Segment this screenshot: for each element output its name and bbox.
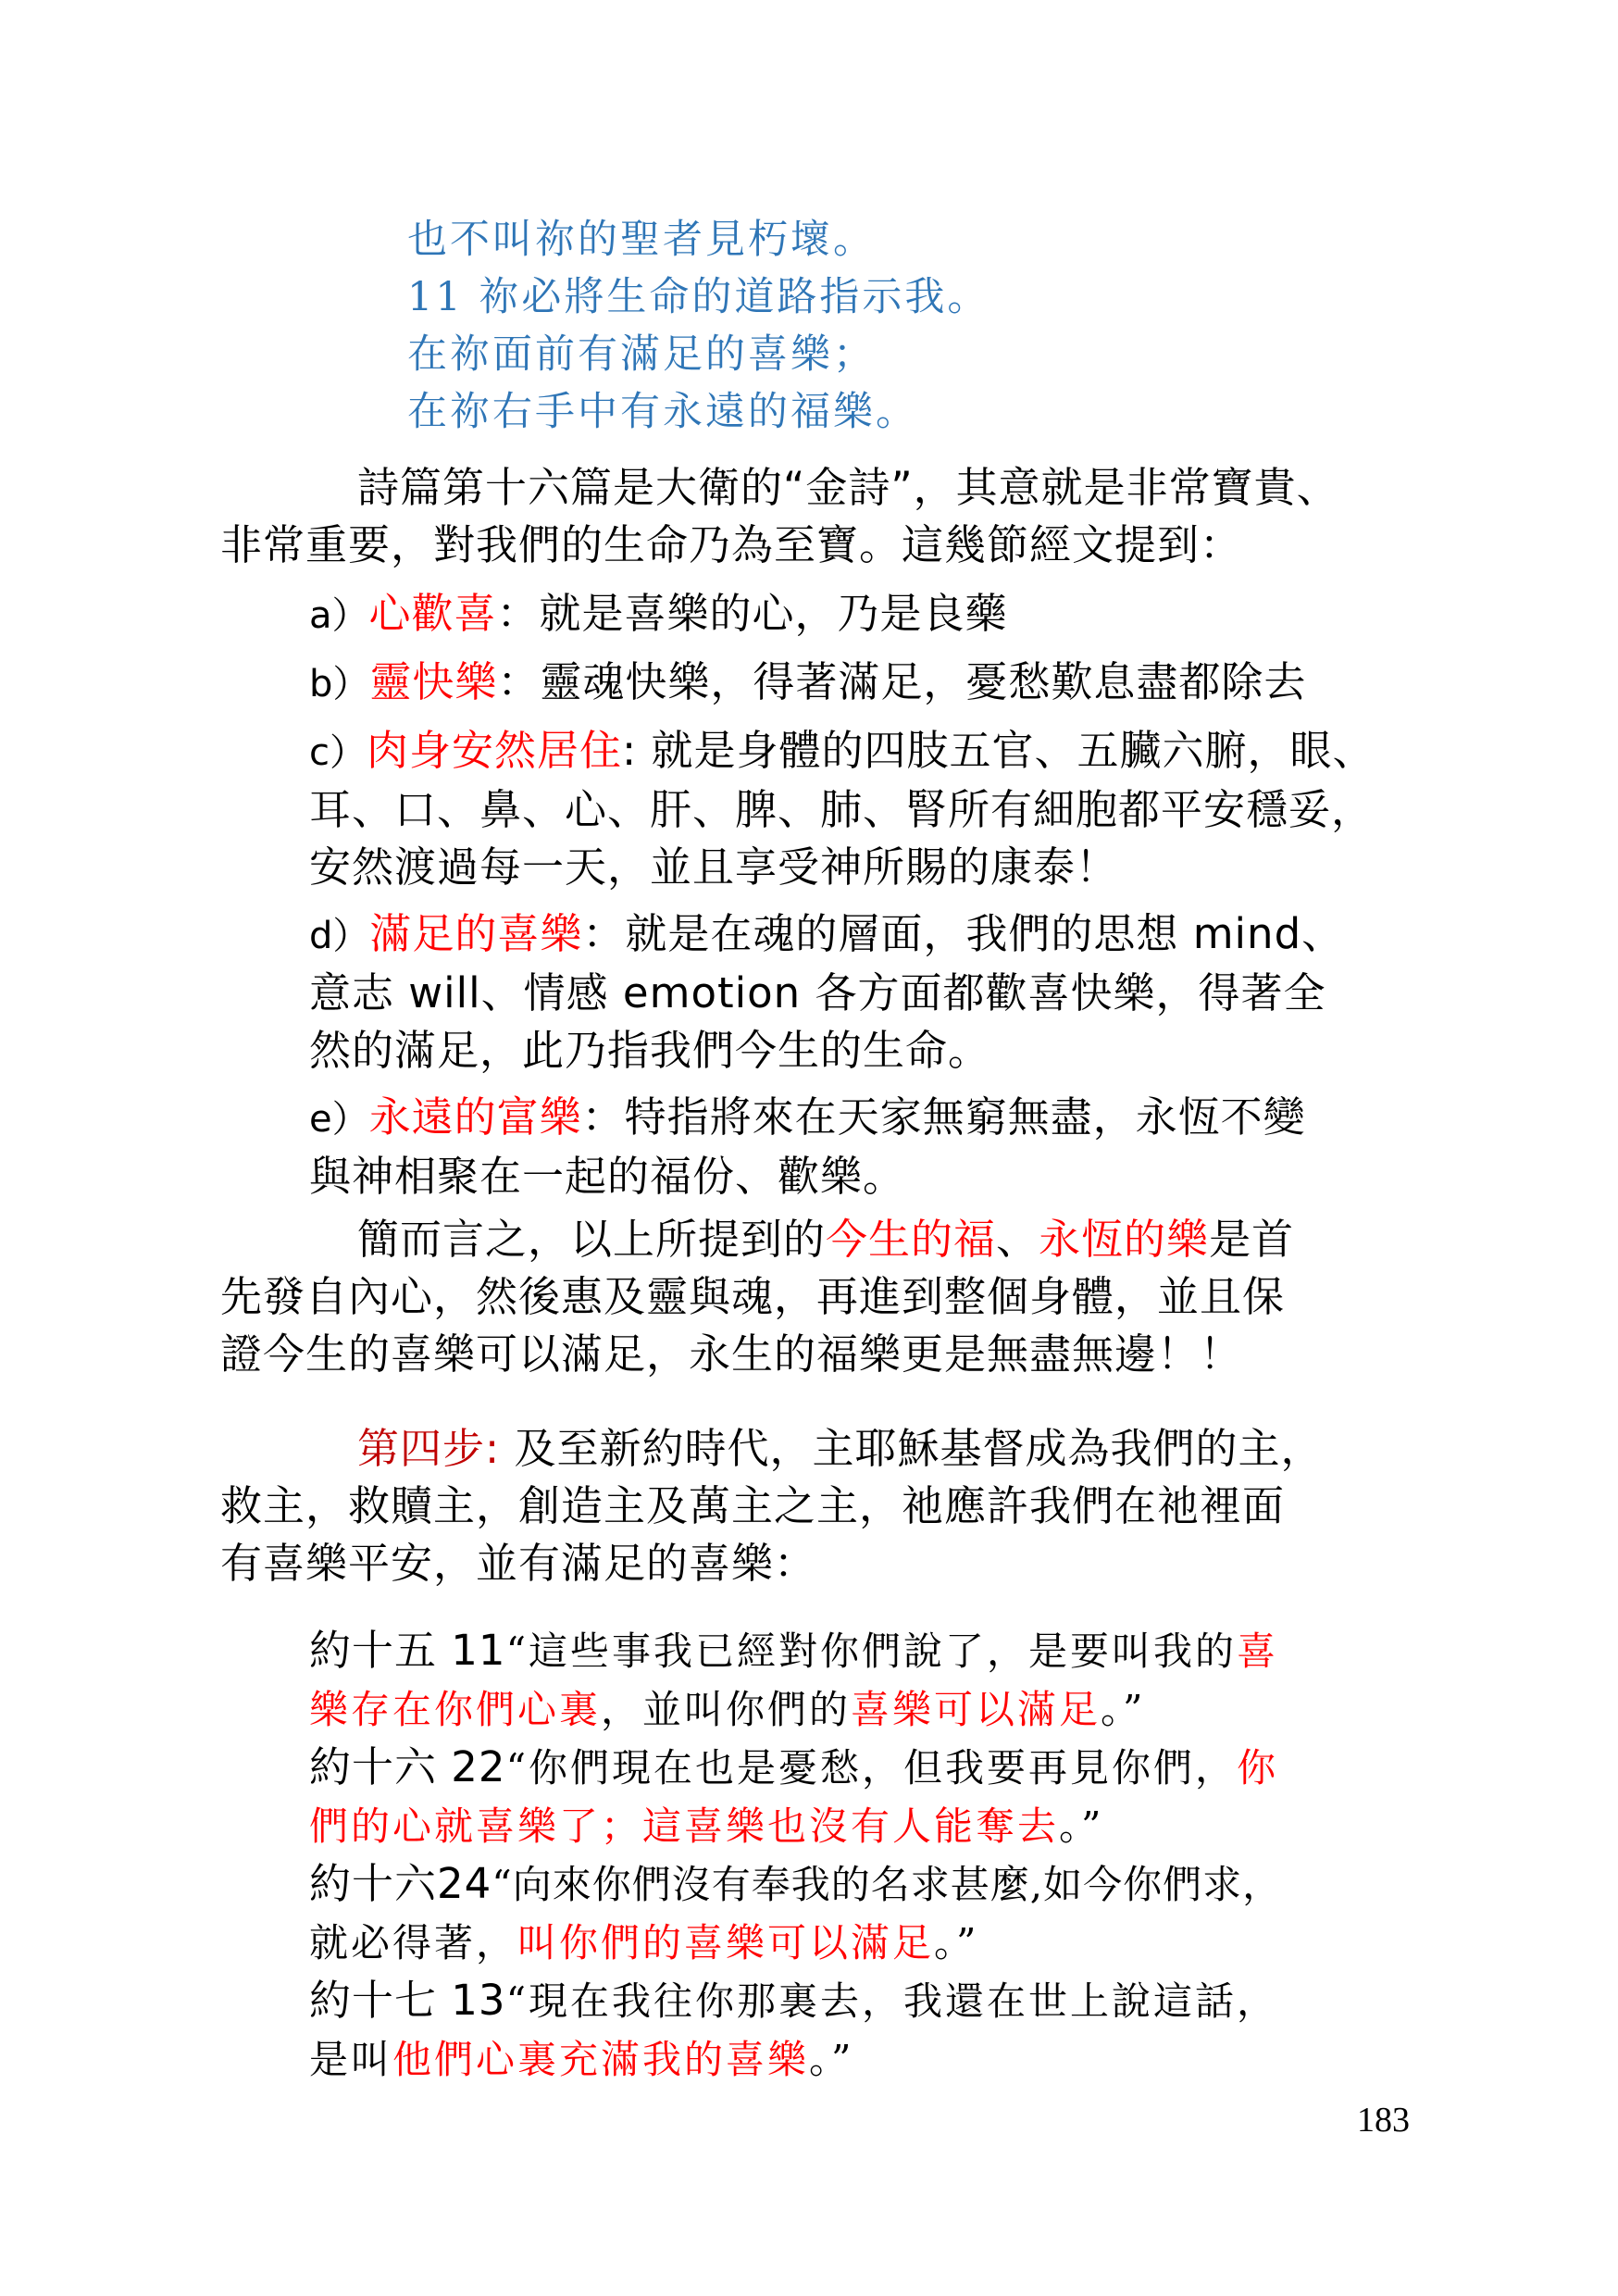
quote-line — [309, 1972, 1411, 2030]
summary-line: 證今生的喜樂可以滿足，永生的福樂更是無盡無邊！！ — [220, 1329, 1243, 1379]
step4-paragraph — [220, 1420, 1414, 1592]
item-label: c） — [309, 731, 367, 774]
item-label: d） — [309, 915, 370, 957]
page-number: 183 — [1357, 2101, 1410, 2140]
quote-line — [309, 1914, 1411, 1972]
quote-highlight: 叫你們的喜樂可以滿足 — [517, 1920, 935, 1965]
quote-highlight: 們的心就喜樂了；這喜樂也沒有人能奪去 — [309, 1803, 1060, 1849]
quote-ref: 約十五 11 — [309, 1626, 506, 1675]
quote-text: “你們現在也是憂愁，但我要再見你們， — [505, 1745, 1238, 1791]
quote-text: 。” — [934, 1920, 979, 1965]
item-label: a） — [309, 594, 369, 637]
list-item — [309, 1089, 1420, 1205]
quote-text: 就必得著， — [309, 1920, 518, 1965]
verse-line: 在祢面前有滿足的喜樂； — [407, 331, 876, 378]
quote-ref: 約十六24 — [309, 1859, 492, 1908]
item-label: e） — [309, 1098, 369, 1141]
quote-text: 是叫 — [309, 2037, 393, 2082]
quote-line — [309, 1739, 1411, 1797]
quote-text: “這些事我已經對你們說了，是要叫我的 — [505, 1628, 1238, 1674]
quote-text: ，並叫你們的 — [601, 1687, 852, 1732]
quote-highlight: 樂存在你們心裏 — [309, 1687, 602, 1732]
list-item — [309, 585, 1420, 644]
item-term: 心歡喜 — [368, 589, 497, 638]
quote-text: 。” — [809, 2037, 854, 2082]
verse-line: 11 祢必將生命的道路指示我。 — [407, 274, 990, 320]
item-text: : 就是身體的四肢五官、五臟六腑，眼、 — [622, 726, 1375, 775]
quote-text: “現在我往你那裏去，我還在世上說這話， — [505, 1978, 1279, 2024]
quote-highlight: 你 — [1237, 1745, 1279, 1791]
item-term: 滿足的喜樂 — [369, 909, 583, 958]
verse-line: 也不叫祢的聖者見朽壞。 — [407, 217, 876, 263]
item-text: ：就是喜樂的心，乃是良藥 — [496, 589, 1008, 638]
item-term: 靈快樂 — [369, 657, 498, 706]
item-text: ：特指將來在天家無窮無盡，永恆不變 — [581, 1092, 1306, 1142]
quote-ref: 約十七 13 — [309, 1976, 506, 2025]
summary-paragraph — [220, 1211, 1414, 1383]
item-text: 然的滿足，此乃指我們今生的生命。 — [309, 1026, 991, 1075]
summary-text: 、 — [996, 1215, 1039, 1264]
quote-highlight: 喜樂可以滿足 — [851, 1687, 1101, 1732]
quote-ref: 約十六 22 — [309, 1742, 506, 1791]
intro-paragraph — [220, 459, 1414, 574]
item-label: b） — [309, 663, 370, 705]
quote-highlight: 他們心裏充滿我的喜樂 — [392, 2037, 810, 2082]
item-text: ：靈魂快樂，得著滿足，憂愁歎息盡都除去 — [497, 657, 1307, 706]
item-text: 意志 will、情感 emotion 各方面都歡喜快樂，得著全 — [309, 968, 1326, 1017]
quote-line — [309, 1797, 1411, 1855]
scripture-quotes — [309, 1622, 1411, 2089]
item-term: 肉身安然居住 — [367, 726, 623, 775]
quote-line — [309, 2030, 1411, 2089]
intro-line: 詩篇第十六篇是大衛的“金詩”，其意就是非常寶貴、 — [357, 463, 1339, 512]
summary-highlight: 今生的福 — [826, 1215, 997, 1264]
quote-line — [309, 1855, 1411, 1914]
quote-line — [309, 1622, 1411, 1680]
quote-text: 。” — [1101, 1687, 1146, 1732]
summary-line: 先發自內心，然後惠及靈與魂，再進到整個身體，並且保 — [220, 1272, 1286, 1321]
summary-text: 是首 — [1209, 1215, 1295, 1264]
quote-text: 。” — [1059, 1803, 1104, 1849]
summary-highlight: 永恆的樂 — [1039, 1215, 1210, 1264]
quote-text: “向來你們沒有奉我的名求甚麼,如今你們求， — [492, 1862, 1283, 1907]
list-item — [309, 905, 1420, 1079]
quote-line — [309, 1680, 1411, 1739]
step4-line: 有喜樂平安，並有滿足的喜樂： — [220, 1539, 817, 1588]
points-list — [309, 585, 1420, 1215]
quote-highlight: 喜 — [1237, 1628, 1279, 1674]
list-item — [309, 722, 1420, 896]
verse-line: 在祢右手中有永遠的福樂。 — [407, 389, 918, 435]
step4-label: 第四步: — [357, 1424, 501, 1473]
item-text: 安然渡過每一天，並且享受神所賜的康泰！ — [309, 842, 1119, 892]
item-text: 與神相聚在一起的福份、歡樂。 — [309, 1152, 906, 1201]
psalm-verses — [407, 211, 1518, 441]
step4-text: 及至新約時代，主耶穌基督成為我們的主， — [500, 1424, 1324, 1473]
item-text: 耳、口、鼻、心、肝、脾、肺、腎所有細胞都平安穩妥， — [309, 785, 1375, 834]
summary-text: 簡而言之，以上所提到的 — [357, 1215, 827, 1264]
item-text: ：就是在魂的層面，我們的思想 mind、 — [582, 909, 1345, 958]
intro-line: 非常重要，對我們的生命乃為至寶。這幾節經文提到： — [220, 520, 1243, 569]
item-term: 永遠的富樂 — [368, 1092, 582, 1142]
step4-line: 救主，救贖主，創造主及萬主之主，祂應許我們在祂裡面 — [220, 1481, 1286, 1530]
list-item — [309, 654, 1420, 713]
